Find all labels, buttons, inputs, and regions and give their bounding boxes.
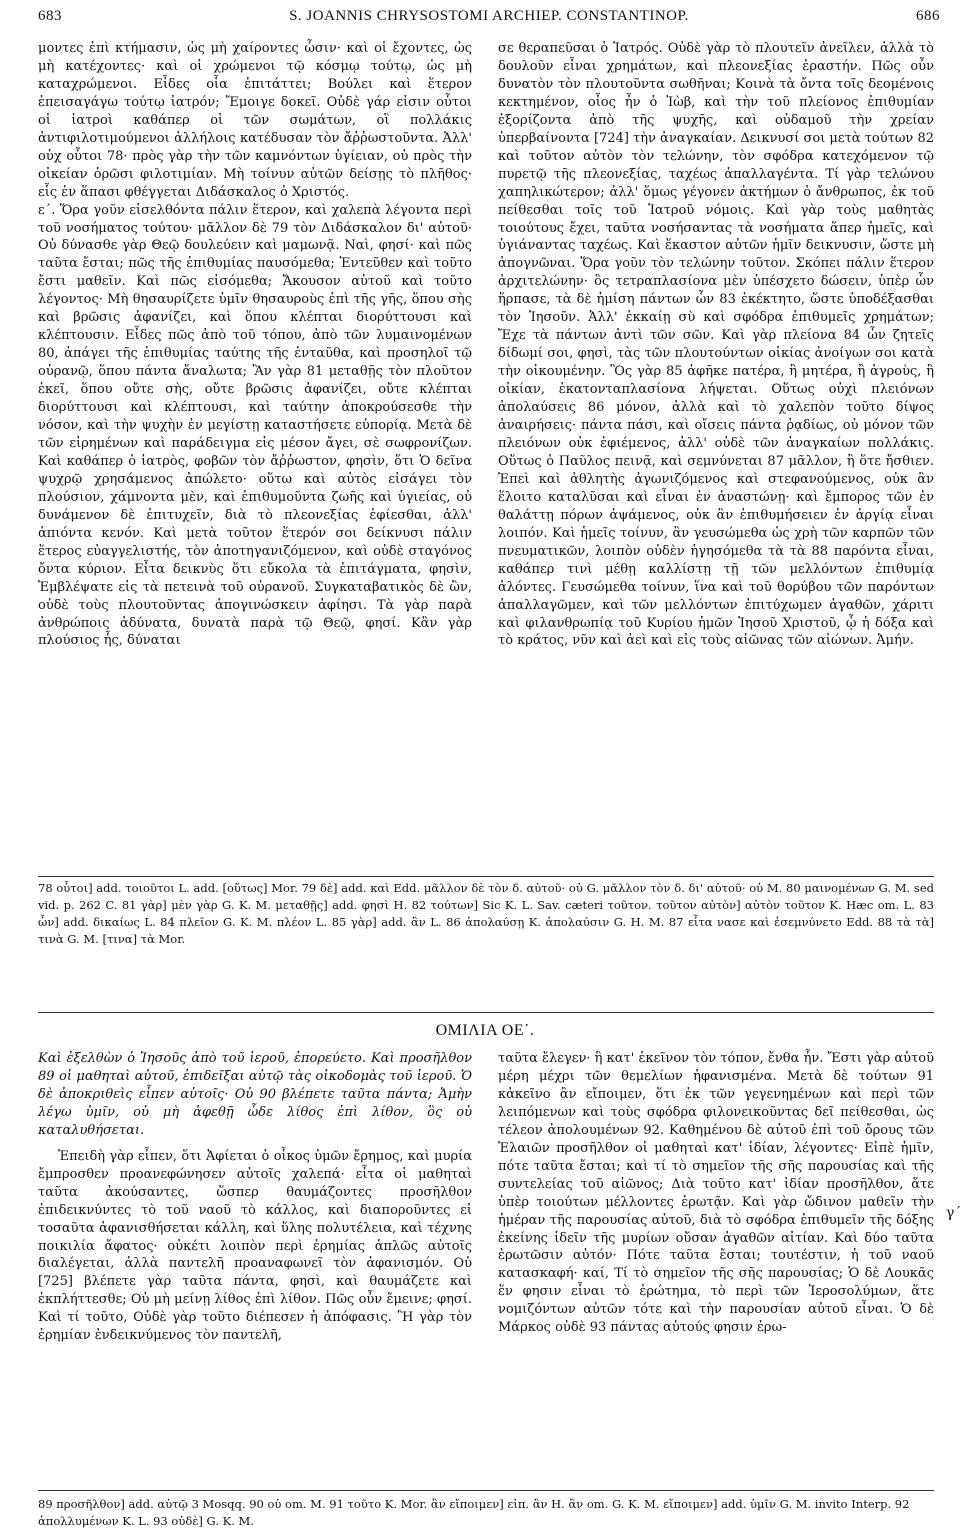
paragraph: σε θεραπεῦσαι ὁ Ἰατρός. Οὐδὲ γὰρ τὸ πλουτεῖν ἀνεῖλεν, ἀλλὰ τὸ δουλοῦν εἶναι χρημάτων, καὶ πλεονεξίας ἐραστήν. Πῶς οὖν δυνατὸν τὸν πλουτοῦντα σωθῆναι; Κοινὰ τὰ ὄντα τοῖς δεομένοις κεκτημένον, οἷος ἦν ὁ Ἰὼβ, καὶ τὴν τοῦ πλείονος ἐπιθυμίαν ἐξορίζοντα ἀπὸ τῆς ψυχῆς, καὶ οὐδαμοῦ τὴν χρείαν ὑπερβαίνοντα [724] τὴν ἀναγκαίαν. Δεικνυσί σοι μετὰ τούτων 82 καὶ τοῦτον αὐτὸν τὸν τελώνην, τὸν σφόδρα κατεχόμενον τῷ πυρετῷ τῆς πλεονεξίας, ταχέως ἀπαλλαγέντα. Τί γὰρ τελώνου χαπηλικώτερον; ἀλλ' ὅμως γέγονεν ἀκτήμων ὁ ἄνθρωπος, ἐκ τοῦ πείθεσθαι τοῖς τοῦ Ἰατροῦ νόμοις. Καὶ γὰρ τοὺς μαθητὰς τοιούτους ἔχει, ταῦτα νοσήσαντας τὰ νοσήματα ἅπερ ἡμεῖς, καὶ ὑγιάναντας ταχέως. Καὶ ἕκαστον αὐτῶν ἡμῖν δεικνυσιν, ὥστε μὴ ἀπογνῶναι. Ὅρα γοῦν τὸν τελώνην τοῦτον. Σκόπει πάλιν ἕτερον ἀρχιτελώνην· ὃς τετραπλασίονα μὲν ὑπέσχετο δώσειν, ὑπὲρ ὧν ἥρπασε, τὰ δὲ ἡμίση πάντων ὧν 83 ἐκέκτητο, ὥστε ὑποδέξασθαι τὸν Ἰησοῦν. Ἀλλ' ἐκκαίῃ σὺ καὶ σφόδρα ἐπιθυμεῖς χρημάτων; Ἔχε τὰ πάντων ἀντὶ τῶν σῶν. Καὶ γὰρ πλείονα 84 ὧν ζητεῖς δίδωμί σοι, φησὶ, τὰς τῶν πλουτούντων οἰκίας ἀνοίγων σοι κατὰ τὴν οἰκουμένην. Ὃς γὰρ 85 ἀφῆκε πατέρα, ἢ μητέρα, ἢ ἀγροὺς, ἢ οἰκίαν, ἑκατονταπλασίονα λήψεται. Οὕτως οὐχὶ πλειόνων ἀπολαύσεις 86 μόνον, ἀλλὰ καὶ τὸ χαλεπὸν τοῦτο δίψος ἀναιρήσεις· πάντα πάσι, καὶ οἴσεις πάντα ῥᾳδίως, οὐ μόνον τῶν πλειόνων οὐκ ἐφιέμενος, ἀλλ' οὐδὲ τῶν ἀναγκαίων πολλάκις. Οὕτως ὁ Παῦλος πεινᾷ, καὶ σεμνύνεται 87 μᾶλλον, ἢ ὅτε ἤσθιεν. Ἐπεὶ καὶ ἀθλητὴς ἀγωνιζόμενος καὶ στεφανούμενος, οὐκ ἂν ἕλοιτο καταλῦσαι καὶ εἶναι ἐν ἀναστώνῃ· καὶ ἔμπορος τῶν ἐν θαλάττῃ πόρων ἀψάμενος, οὐκ ἂν ἐπιθυμήσειεν ἐν ἀργίᾳ εἶναι λοιπόν. Καὶ ἡμεῖς τοίνυν, ἂν γευσώμεθα ὡς χρὴ τῶν καρπῶν τῶν πνευματικῶν, λοιπὸν οὐδὲν ἡγησόμεθα τὰ τὰ 88 παρόντα εἶναι, καθάπερ τινὶ μέθῃ καλλίστῃ τῇ τῶν μελλόντων ἐπιθυμίᾳ ἁλόντες. Γευσώμεθα τοίνυν, ἵνα καὶ τοῦ θορύβου τῶν παρόντων ἀπαλλαγῶμεν, καὶ τῶν μελλόντων ἐπιτύχωμεν ἀγαθῶν, χάριτι καὶ φιλανθρωπίᾳ τοῦ Κυρίου ἡμῶν Ἰησοῦ Χριστοῦ, ᾧ ἡ δόξα καὶ τὸ κράτος, νῦν καὶ ἀεὶ καὶ εἰς τοὺς αἰῶνας τῶν αἰώνων. Ἀμήν. <box>498 41 934 649</box>
footnote-rule <box>38 1490 934 1491</box>
paragraph: ταῦτα ἔλεγεν· ἢ κατ' ἐκεῖνον τὸν τόπον, ἔνθα ἦν. Ἔστι γὰρ αὐτοῦ μέρη μέχρι τῶν θεμελίων ἠφανισμένα. Μετὰ δὲ τούτων 91 κἀκεῖνο ἂν εἴποιμεν, ὅτι ἐκ τῶν γεγενημένων καὶ περὶ τῶν λειπόμενων καὶ τοὺς σφόδρα φιλονεικοῦντας δεῖ πείθεσθαι, ὡς τέλεον ἀπολουμένων 92. Καθημένου δὲ αὐτοῦ ἐπὶ τοῦ ὄρους τῶν Ἐλαιῶν προσῆλθον οἱ μαθηταὶ κατ' ἰδίαν, λέγοντες· Εἰπὲ ἡμῖν, πότε ταῦτα ἔσται; καὶ τί τὸ σημεῖον τῆς σῆς παρουσίας καὶ τῆς συντελείας τοῦ αἰῶνος; Διὰ τοῦτο κατ' ἰδίαν προσῆλθον, ἅτε ὑπὲρ τοιούτων μέλλοντες ἐρωτᾷν. Καὶ γὰρ ὤδινον μαθεῖν τὴν ἡμέραν τῆς παρουσίας αὐτοῦ, διὰ τὸ σφόδρα ἐπιθυμεῖν τῆς δόξης ἐκείνης ἰδεῖν τῆς μυρίων οὔσαν ἀγαθῶν αἰτίαν. Καὶ δύο ταῦτα ἐρωτῶσιν αὐτόν· Πότε ταῦτα ἔσται; τουτέστιν, ἡ τοῦ ναοῦ κατασκαφή· καί, Τί τὸ σημεῖον τῆς σῆς παρουσίας; Ὁ δὲ Λουκᾶς ἕν φησιν εἶναι τὸ ἐρώτημα, τὸ περὶ τῶν Ἱεροσολύμων, ἅτε νομιζόντων αὐτῶν τότε καὶ τὴν παρουσίαν αὐτοῦ εἶναι. Ὁ δὲ Μάρκος οὐδὲ 93 πάντας αὐτούς φησιν ἐρω- <box>498 1051 934 1336</box>
scripture-lemma: Καὶ ἐξελθὼν ὁ Ἰησοῦς ἀπὸ τοῦ ἱεροῦ, ἐπορεύετο. Καὶ προσῆλθον 89 οἱ μαθηταὶ αὐτοῦ, ἐπιδεῖξαι αὐτῷ τὰς οἰκοδομὰς τοῦ ἱεροῦ. Ὁ δὲ ἀποκριθεὶς εἶπεν αὐτοῖς· Οὐ 90 βλέπετε ταῦτα πάντα; Ἀμὴν λέγω ὑμῖν, οὐ μὴ ἀφεθῇ ὧδε λίθος ἐπὶ λίθον, ὃς οὐ καταλυθήσεται. <box>38 1051 472 1138</box>
page-number-left: 683 <box>38 8 62 24</box>
page-number-right: 686 <box>916 8 940 24</box>
footnotes-bottom: 89 προσῆλθον] add. αὐτῷ 3 Mosqq. 90 οὐ om. M. 91 τοῦτο K. Mor. ἂν εἴποιμεν] εἰπ. ἂν H. ἂν om. G. K. M. εἴποιμεν] add. ὑμῖν G. M. invito Interp. 92 ἀπολλυμένων K. L. 93 οὐδὲ] G. K. M. <box>38 1497 910 1528</box>
running-header <box>38 8 940 30</box>
paragraph: ε΄. Ὅρα γοῦν εἰσελθόντα πάλιν ἕτερον, καὶ χαλεπὰ λέγοντα περὶ τοῦ νοσήματος τούτου· μᾶλλον δὲ 79 τὸν Διδάσκαλον δι' αὐτοῦ· Οὐ δύνασθε γὰρ Θεῷ δουλεύειν καὶ μαμωνᾷ. Ναὶ, φησί· καὶ πῶς ταῦτα ἔσται; πῶς τῆς ἐπιθυμίας παυσόμεθα; Ἐντεῦθεν καὶ τοῦτο ἔστι μαθεῖν. Καὶ πῶς εἰσόμεθα; Ἄκουσον αὐτοῦ καὶ τοῦτο λέγοντος· Μὴ θησαυρίζετε ὑμῖν θησαυροὺς ἐπὶ τῆς γῆς, ὅπου σὴς καὶ βρῶσις ἀφανίζει, καὶ ὅπου κλέπται διορύττουσι καὶ κλέπτουσιν. Εἶδες πῶς ἀπὸ τοῦ τόπου, ἀπὸ τῶν λυμαινομένων 80, ἀπάγει τῆς ἐπιθυμίας ταύτης τῆς ἐνταῦθα, καὶ προσηλοῖ τῷ οὐρανῷ, ὅπου πάντα ἄναλωτα; Ἂν γὰρ 81 μεταθῇς τὸν πλοῦτον ἐκεῖ, ὅπου οὔτε σὴς, οὔτε βρῶσις ἀφανίζει, οὔτε κλέπται διορύττουσι καὶ κλέπτουσι, καὶ ταύτην ἀποκρούσεσθε τὴν νόσον, καὶ τὴν ψυχὴν ἐν μεγίστῃ καταστήσετε εὐπορίᾳ. Μετὰ δὲ τῶν εἰρημένων καὶ παράδειγμα εἰς μέσον ἄγει, σὲ σωφρονίζων. Καὶ καθάπερ ὁ ἰατρὸς, φοβῶν τὸν ἄῤῥωστον, φησὶν, ὅτι Ὁ δεῖνα ψυχρῷ χρησάμενος ἀπώλετο· οὕτω καὶ αὐτὸς εἰσάγει τὸν πλούσιον, χάμνοντα μὲν, καὶ ἐπιθυμοῦντα ζωῆς καὶ ὑγιείας, οὐ δυνάμενον δὲ ἐπιτυχεῖν, διὰ τὸ πλεονεξίας ἐφίεσθαι, ἀλλ' ἀπιόντα κενόν. Καὶ μετὰ τοῦτον ἕτερόν σοι δείκνυσι πάλιν ἕτερος εὐαγγελιστής, τὸν ἀποτηγανιζόμενον, καὶ οὐδὲ σταγόνος ὄντα κύριον. Εἶτα δεικνὺς ὅτι εὔκολα τὰ ἐπιτάγματα, φησὶν, Ἐμβλέψατε εἰς τὰ πετεινὰ τοῦ οὐρανοῦ. Συγκαταβατικὸς δὲ ὢν, οὐδὲ τοὺς πλουτοῦντας ἀπογινώσκειν ἀφίησι. Τὰ γὰρ παρὰ ἀνθρώποις ἀδύνατα, δυνατὰ παρὰ τῷ Θεῷ, φησί. Κἂν γὰρ πλούσιος ἧς, δύναται <box>38 202 472 649</box>
right-column-top <box>498 40 934 650</box>
section-rule <box>38 1012 934 1013</box>
footnote-rule <box>38 876 934 877</box>
margin-mark: γ΄ <box>946 1205 962 1221</box>
right-column-bottom <box>498 1050 934 1337</box>
running-title: S. JOANNIS CHRYSOSTOMI ARCHIEP. CONSTANTINOP. <box>289 8 689 24</box>
footnotes-top: 78 οὗτοι] add. τοιοῦτοι L. add. [οὕτως] Mor. 79 δὲ] add. καὶ Edd. μᾶλλον δὲ τὸν δ. αὐτοῦ· οὐ G. μᾶλλον τὸν δ. δι' αὐτοῦ· οὐ M. 80 μαινομένων G. M. sed vid. p. 262 C. 81 γὰρ] μὲν γὰρ G. K. M. μεταθῇς] add. φησὶ H. 82 τούτων] Sic K. L. Sav. cæteri τοῦτον. τοῦτον αὐτὸν] αὐτὸν τοῦτον K. Hæc om. L. 83 ὧν] add. δικαίως L. 84 πλεῖον G. K. M. πλέον L. 85 γὰρ] add. ἂν L. 86 ἀπολαύσῃ K. ἀπολαύσιν G. H. M. 87 εἶτα νασε καὶ ἐσεμνύνετο Edd. 88 τὰ τὰ] τινὰ G. M. [τινα] τὰ Mor. <box>38 881 934 946</box>
paragraph: Ἐπειδὴ γὰρ εἶπεν, ὅτι Ἀφίεται ὁ οἶκος ὑμῶν ἔρημος, καὶ μυρία ἔμπροσθεν προανεφώνησεν αὐτοῖς χαλεπά· εἶτα οἱ μαθηταὶ ταῦτα ἀκούσαντες, ὥσπερ θαυμάζοντες προσῆλθον ἐπιδεικνύντες τὸ τοῦ ναοῦ τὸ κάλλος, καὶ διαποροῦντες εἰ τοσαῦτα ἀφανισθήσεται κάλλη, καὶ ὕλης πολυτέλεια, καὶ τέχνης ποικιλία ἄφατος· οὐκέτι λοιπὸν περὶ ἐρημίας ἁπλῶς αὐτοῖς διαλέγεται, ἀλλὰ παντελῆ προαναφωνεῖ τὸν ἀφανισμόν. Οὐ [725] βλέπετε γὰρ ταῦτα πάντα, φησὶ, καὶ θαυμάζετε καὶ ἐκπλήττεσθε; Οὐ μὴ μείνῃ λίθος ἐπὶ λίθον. Πῶς οὖν ἔμεινε; φησί. Καὶ τί τοῦτο, Οὐδὲ γὰρ τοῦτο διέπεσεν ἡ ἀπόφασις. Ἢ γὰρ τὸν ἐρημίαν ἐνδεικνύμενος τὸν παντελῆ, <box>38 1148 472 1344</box>
paragraph: μοντες ἐπὶ κτήμασιν, ὡς μὴ χαίροντες ὦσιν· καὶ οἱ ἔχοντες, ὡς μὴ κατέχοντες· καὶ οἱ χρώμενοι τῷ κόσμῳ τούτῳ, ὡς μὴ καταχρώμενοι. Εἶδες οἷα ἐπιτάττει; Βούλει καὶ ἕτερον ἐπεισαγάγω τούτῳ ἰατρόν; Ἔμοιγε δοκεῖ. Οὐδὲ γάρ εἰσιν οὗτοι οἱ ἰατροὶ καθάπερ οἱ τῶν σωμάτων, οἳ πολλάκις ἀντιφιλοτιμούμενοι ἀλλήλοις κατέδυσαν τὸν ἄῤῥωστοῦντα. Ἀλλ' οὐχ οὗτοι 78· πρὸς γὰρ τὴν τῶν καμνόντων ὑγίειαν, οὐ πρὸς τὴν οἰκείαν ὁρῶσι φιλοτιμίαν. Μὴ τοίνυν αὐτῶν δείσῃς τὸ πλῆθος· εἷς ἐν ἅπασι φθέγγεται Διδάσκαλος ὁ Χριστός. <box>38 41 472 200</box>
homily-title: ΟΜΙΛΙΑ ΟΕ΄. <box>435 1022 535 1039</box>
left-column-bottom <box>38 1050 472 1345</box>
left-column-top <box>38 40 472 650</box>
